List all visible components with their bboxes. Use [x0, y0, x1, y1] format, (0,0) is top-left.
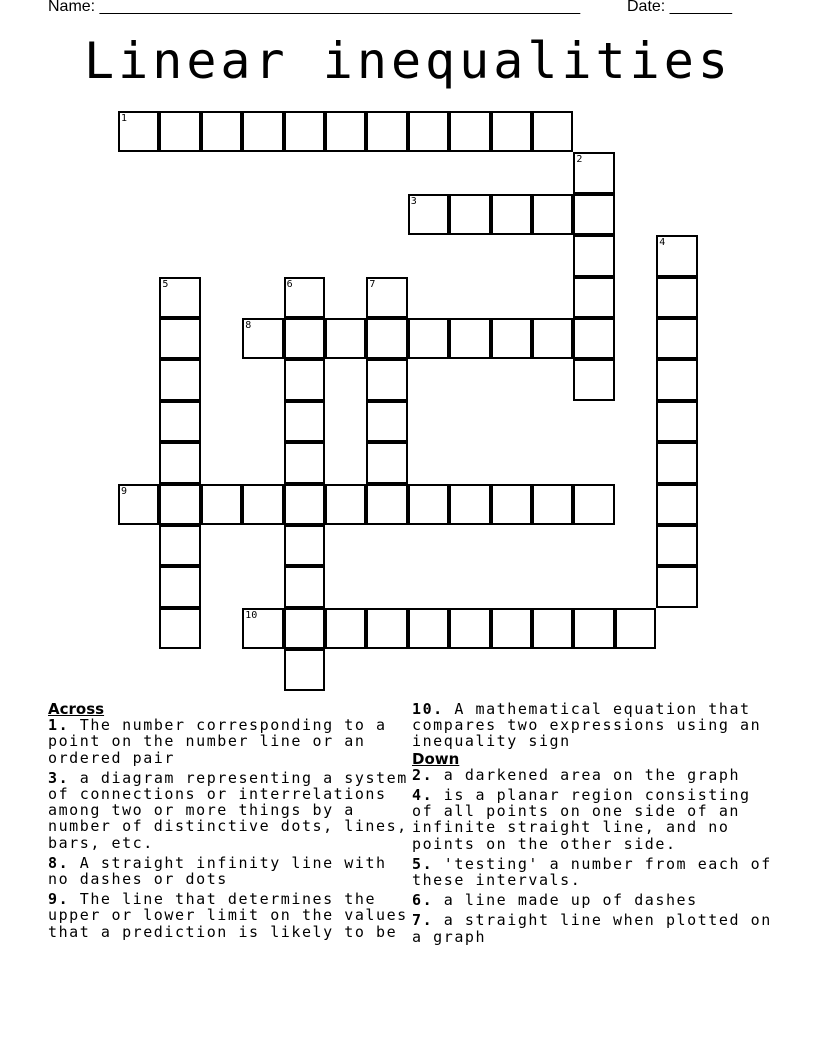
clue-text: a straight line when plotted on a graph — [412, 911, 772, 946]
crossword-cell[interactable] — [242, 111, 283, 152]
crossword-cell[interactable] — [159, 608, 200, 649]
crossword-cell[interactable] — [573, 318, 614, 359]
crossword-cell[interactable] — [532, 111, 573, 152]
crossword-cell[interactable] — [656, 442, 697, 483]
clue-across-8 — [48, 855, 413, 887]
clue-text: The number corresponding to a point on the number line or an ordered pair — [48, 716, 387, 767]
clue-number: 9. — [48, 890, 70, 909]
crossword-cell[interactable] — [284, 566, 325, 607]
crossword-cell[interactable] — [284, 401, 325, 442]
crossword-cell[interactable] — [491, 194, 532, 235]
across-heading: Across — [48, 700, 105, 718]
crossword-cell[interactable] — [656, 484, 697, 525]
clue-text: A mathematical equation that compares two expressions using an inequality sign — [412, 700, 762, 751]
clue-text: The line that determines the upper or lower limit on the values that a prediction is likely to be — [48, 890, 408, 941]
crossword-cell[interactable] — [532, 318, 573, 359]
crossword-cell[interactable] — [656, 277, 697, 318]
cell-number: 8 — [245, 320, 252, 331]
crossword-cell[interactable] — [573, 484, 614, 525]
crossword-cell[interactable] — [449, 111, 490, 152]
crossword-cell[interactable] — [325, 608, 366, 649]
cell-number: 5 — [162, 278, 169, 290]
crossword-cell[interactable] — [366, 318, 407, 359]
crossword-cell[interactable] — [491, 608, 532, 649]
crossword-cell[interactable] — [491, 318, 532, 359]
page-title: Linear inequalities — [84, 32, 732, 90]
clue-number: 1. — [48, 716, 70, 735]
crossword-cell[interactable] — [656, 359, 697, 400]
clue-number: 4. — [412, 786, 434, 805]
crossword-cell[interactable] — [656, 235, 697, 276]
crossword-cell[interactable] — [615, 608, 656, 649]
crossword-cell[interactable] — [408, 194, 449, 235]
down-heading: Down — [412, 749, 460, 768]
clue-text: 'testing' a number from each of these intervals. — [412, 854, 772, 890]
crossword-cell[interactable] — [366, 401, 407, 442]
clue-text: A straight infinity line with no dashes or dots — [48, 853, 387, 889]
crossword-cell[interactable] — [532, 608, 573, 649]
date-field[interactable]: Date: _______ — [627, 0, 732, 15]
crossword-cell[interactable] — [532, 194, 573, 235]
crossword-cell[interactable] — [284, 525, 325, 566]
crossword-cell[interactable] — [573, 194, 614, 235]
clue-across-3 — [48, 770, 413, 851]
crossword-cell[interactable] — [656, 318, 697, 359]
clue-number: 8. — [48, 853, 70, 872]
crossword-cell[interactable] — [449, 608, 490, 649]
cell-number: 1 — [121, 113, 128, 124]
crossword-cell[interactable] — [159, 318, 200, 359]
crossword-cell[interactable] — [408, 111, 449, 152]
clues-right-column — [412, 701, 777, 949]
crossword-cell[interactable] — [159, 442, 200, 483]
crossword-cell[interactable] — [449, 484, 490, 525]
crossword-cell[interactable] — [408, 608, 449, 649]
crossword-cell[interactable] — [159, 401, 200, 442]
crossword-cell[interactable] — [408, 318, 449, 359]
crossword-cell[interactable] — [284, 442, 325, 483]
cell-number: 10 — [245, 609, 258, 621]
clue-text: a diagram representing a system of connections or interrelations among two or more things by a number of distinctive dots, lines, bars, etc. — [48, 768, 408, 852]
crossword-cell[interactable] — [573, 608, 614, 649]
clue-down-6 — [412, 892, 777, 908]
crossword-cell[interactable] — [366, 442, 407, 483]
crossword-cell[interactable] — [656, 525, 697, 566]
cell-number: 7 — [369, 278, 376, 290]
clue-across-10 — [412, 701, 777, 750]
crossword-cell[interactable] — [573, 277, 614, 318]
clue-text: a darkened area on the graph — [443, 765, 741, 784]
crossword-cell[interactable] — [159, 525, 200, 566]
crossword-cell[interactable] — [491, 111, 532, 152]
crossword-cell[interactable] — [366, 608, 407, 649]
crossword-cell[interactable] — [159, 277, 200, 318]
clue-number: 5. — [412, 854, 434, 873]
clue-down-4 — [412, 787, 777, 852]
clue-number: 6. — [412, 891, 434, 910]
crossword-cell[interactable] — [408, 484, 449, 525]
crossword-cell[interactable] — [491, 484, 532, 525]
crossword-cell[interactable] — [449, 318, 490, 359]
clues-left-column — [48, 701, 413, 944]
crossword-cell[interactable] — [284, 111, 325, 152]
clue-number: 7. — [412, 911, 434, 930]
crossword-cell[interactable] — [325, 484, 366, 525]
clue-number: 3. — [48, 768, 70, 787]
crossword-cell[interactable] — [284, 318, 325, 359]
crossword-cell[interactable] — [159, 111, 200, 152]
crossword-cell[interactable] — [284, 484, 325, 525]
crossword-cell[interactable] — [366, 111, 407, 152]
cell-number: 6 — [286, 278, 293, 290]
crossword-cell[interactable] — [573, 235, 614, 276]
crossword-cell[interactable] — [366, 277, 407, 318]
cell-number: 9 — [121, 485, 128, 497]
name-field[interactable]: Name: ______________________________________________________ — [48, 0, 581, 15]
clue-number: 2. — [412, 765, 434, 784]
cell-number: 4 — [659, 237, 666, 249]
crossword-cell[interactable] — [201, 484, 242, 525]
crossword-cell[interactable] — [159, 359, 200, 400]
clue-across-9 — [48, 891, 413, 940]
clue-down-2 — [412, 767, 777, 783]
clue-text: is a planar region consisting of all points on one side of an infinite straight line, and no points on the other side. — [412, 786, 751, 853]
crossword-cell[interactable] — [573, 152, 614, 193]
crossword-cell[interactable] — [366, 359, 407, 400]
crossword-cell[interactable] — [242, 318, 283, 359]
crossword-cell[interactable] — [159, 566, 200, 607]
crossword-cell[interactable] — [284, 359, 325, 400]
crossword-cell[interactable] — [242, 484, 283, 525]
crossword-cell[interactable] — [449, 194, 490, 235]
crossword-cell[interactable] — [118, 484, 159, 525]
clue-text: a line made up of dashes — [443, 891, 698, 910]
crossword-cell[interactable] — [201, 111, 242, 152]
crossword-cell[interactable] — [284, 649, 325, 690]
crossword-cell[interactable] — [325, 111, 366, 152]
crossword-cell[interactable] — [656, 566, 697, 607]
clue-number: 10. — [412, 700, 444, 718]
crossword-cell[interactable] — [573, 359, 614, 400]
crossword-cell[interactable] — [118, 111, 159, 152]
crossword-cell[interactable] — [284, 277, 325, 318]
crossword-cell[interactable] — [366, 484, 407, 525]
cell-number: 2 — [576, 154, 583, 166]
clue-across-1 — [48, 717, 413, 766]
crossword-cell[interactable] — [325, 318, 366, 359]
crossword-cell[interactable] — [284, 608, 325, 649]
crossword-cell[interactable] — [532, 484, 573, 525]
crossword-cell[interactable] — [656, 401, 697, 442]
crossword-cell[interactable] — [242, 608, 283, 649]
crossword-cell[interactable] — [159, 484, 200, 525]
clue-down-7 — [412, 912, 777, 944]
cell-number: 3 — [410, 195, 417, 207]
clue-down-5 — [412, 856, 777, 888]
